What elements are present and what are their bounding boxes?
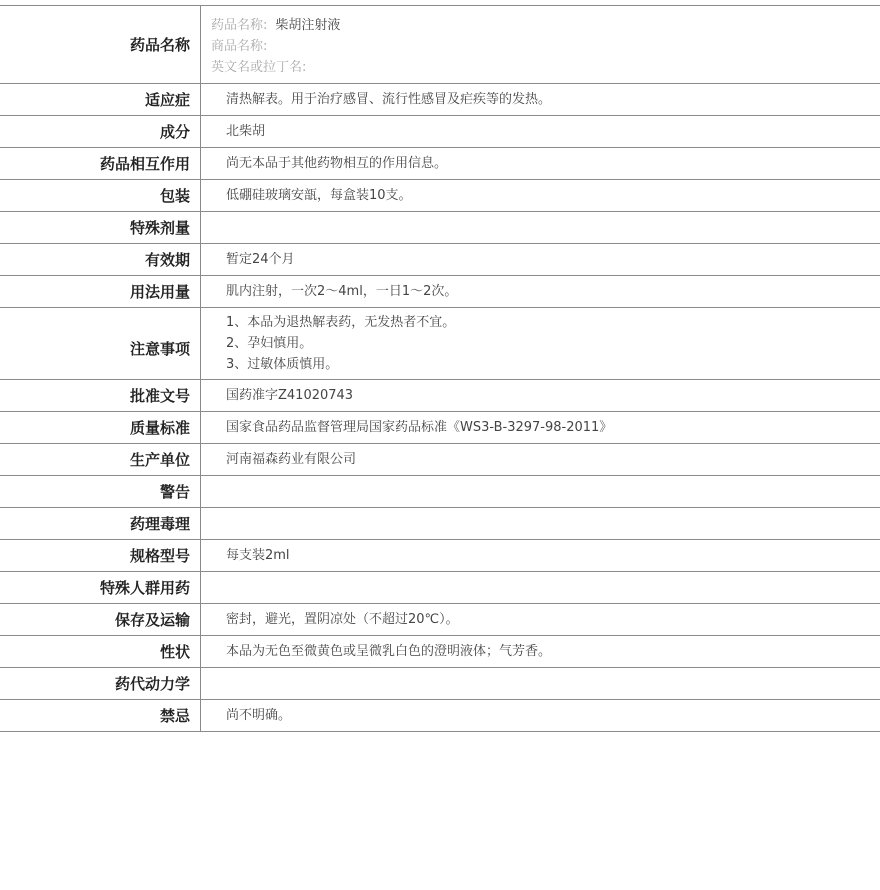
row-packaging <box>0 180 880 212</box>
value-packaging: 低硼硅玻璃安瓿，每盒装10支。 <box>226 188 412 203</box>
label-storage: 保存及运输 <box>0 604 201 636</box>
row-ingredients <box>0 116 880 148</box>
value-special-dosage <box>201 212 880 244</box>
value-shelf-life: 暂定24个月 <box>226 252 295 267</box>
label-interactions: 药品相互作用 <box>0 148 201 180</box>
label-precautions: 注意事项 <box>0 308 201 380</box>
label-manufacturer: 生产单位 <box>0 444 201 476</box>
row-special-dosage <box>0 212 880 244</box>
label-usage: 用法用量 <box>0 276 201 308</box>
row-drug-name <box>0 6 880 84</box>
label-approval-number: 批准文号 <box>0 380 201 412</box>
value-ingredients: 北柴胡 <box>226 124 266 139</box>
row-storage <box>0 604 880 636</box>
label-warning: 警告 <box>0 476 201 508</box>
precaution-line: 1、本品为退热解表药，无发热者不宜。 <box>226 315 456 330</box>
row-specification <box>0 540 880 572</box>
value-quality-standard: 国家食品药品监督管理局国家药品标准《WS3-B-3297-98-2011》 <box>226 420 613 435</box>
label-quality-standard: 质量标准 <box>0 412 201 444</box>
value-storage: 密封，避光，置阴凉处（不超过20℃）。 <box>226 612 459 627</box>
row-manufacturer <box>0 444 880 476</box>
label-indication: 适应症 <box>0 84 201 116</box>
value-description: 本品为无色至微黄色或呈微乳白色的澄明液体；气芳香。 <box>226 644 552 659</box>
label-special-populations: 特殊人群用药 <box>0 572 201 604</box>
value-approval-number: 国药准字Z41020743 <box>226 388 354 403</box>
label-shelf-life: 有效期 <box>0 244 201 276</box>
value-precautions <box>201 308 880 380</box>
label-toxicology: 药理毒理 <box>0 508 201 540</box>
row-pharmacokinetics <box>0 668 880 700</box>
row-description <box>0 636 880 668</box>
row-special-populations <box>0 572 880 604</box>
value-interactions: 尚无本品于其他药物相互的作用信息。 <box>226 156 448 171</box>
value-indication: 清热解表。用于治疗感冒、流行性感冒及疟疾等的发热。 <box>226 92 552 107</box>
drug-name-line <box>211 15 880 36</box>
row-toxicology <box>0 508 880 540</box>
label-special-dosage: 特殊剂量 <box>0 212 201 244</box>
label-drug-name: 药品名称 <box>0 6 201 84</box>
row-precautions <box>0 308 880 380</box>
row-usage <box>0 276 880 308</box>
label-description: 性状 <box>0 636 201 668</box>
precaution-line: 3、过敏体质慎用。 <box>226 357 339 372</box>
trade-name-key: 商品名称: <box>211 39 268 54</box>
value-specification: 每支装2ml <box>226 548 290 563</box>
drug-info-table <box>0 5 880 732</box>
row-approval-number <box>0 380 880 412</box>
label-ingredients: 成分 <box>0 116 201 148</box>
row-warning <box>0 476 880 508</box>
label-pharmacokinetics: 药代动力学 <box>0 668 201 700</box>
label-packaging: 包装 <box>0 180 201 212</box>
row-interactions <box>0 148 880 180</box>
value-toxicology <box>201 508 880 540</box>
row-quality-standard <box>0 412 880 444</box>
precaution-line: 2、孕妇慎用。 <box>226 336 313 351</box>
drug-name-value: 柴胡注射液 <box>275 18 341 33</box>
value-contraindications: 尚不明确。 <box>226 708 292 723</box>
latin-name-key: 英文名或拉丁名: <box>211 60 307 75</box>
drug-name-cell <box>201 6 880 84</box>
row-contraindications <box>0 700 880 732</box>
label-contraindications: 禁忌 <box>0 700 201 732</box>
row-indication <box>0 84 880 116</box>
label-specification: 规格型号 <box>0 540 201 572</box>
value-usage: 肌内注射，一次2～4ml，一日1～2次。 <box>226 284 458 299</box>
value-manufacturer: 河南福森药业有限公司 <box>226 452 357 467</box>
row-shelf-life <box>0 244 880 276</box>
value-pharmacokinetics <box>201 668 880 700</box>
drug-name-key: 药品名称: <box>211 18 268 33</box>
value-special-populations <box>201 572 880 604</box>
value-warning <box>201 476 880 508</box>
